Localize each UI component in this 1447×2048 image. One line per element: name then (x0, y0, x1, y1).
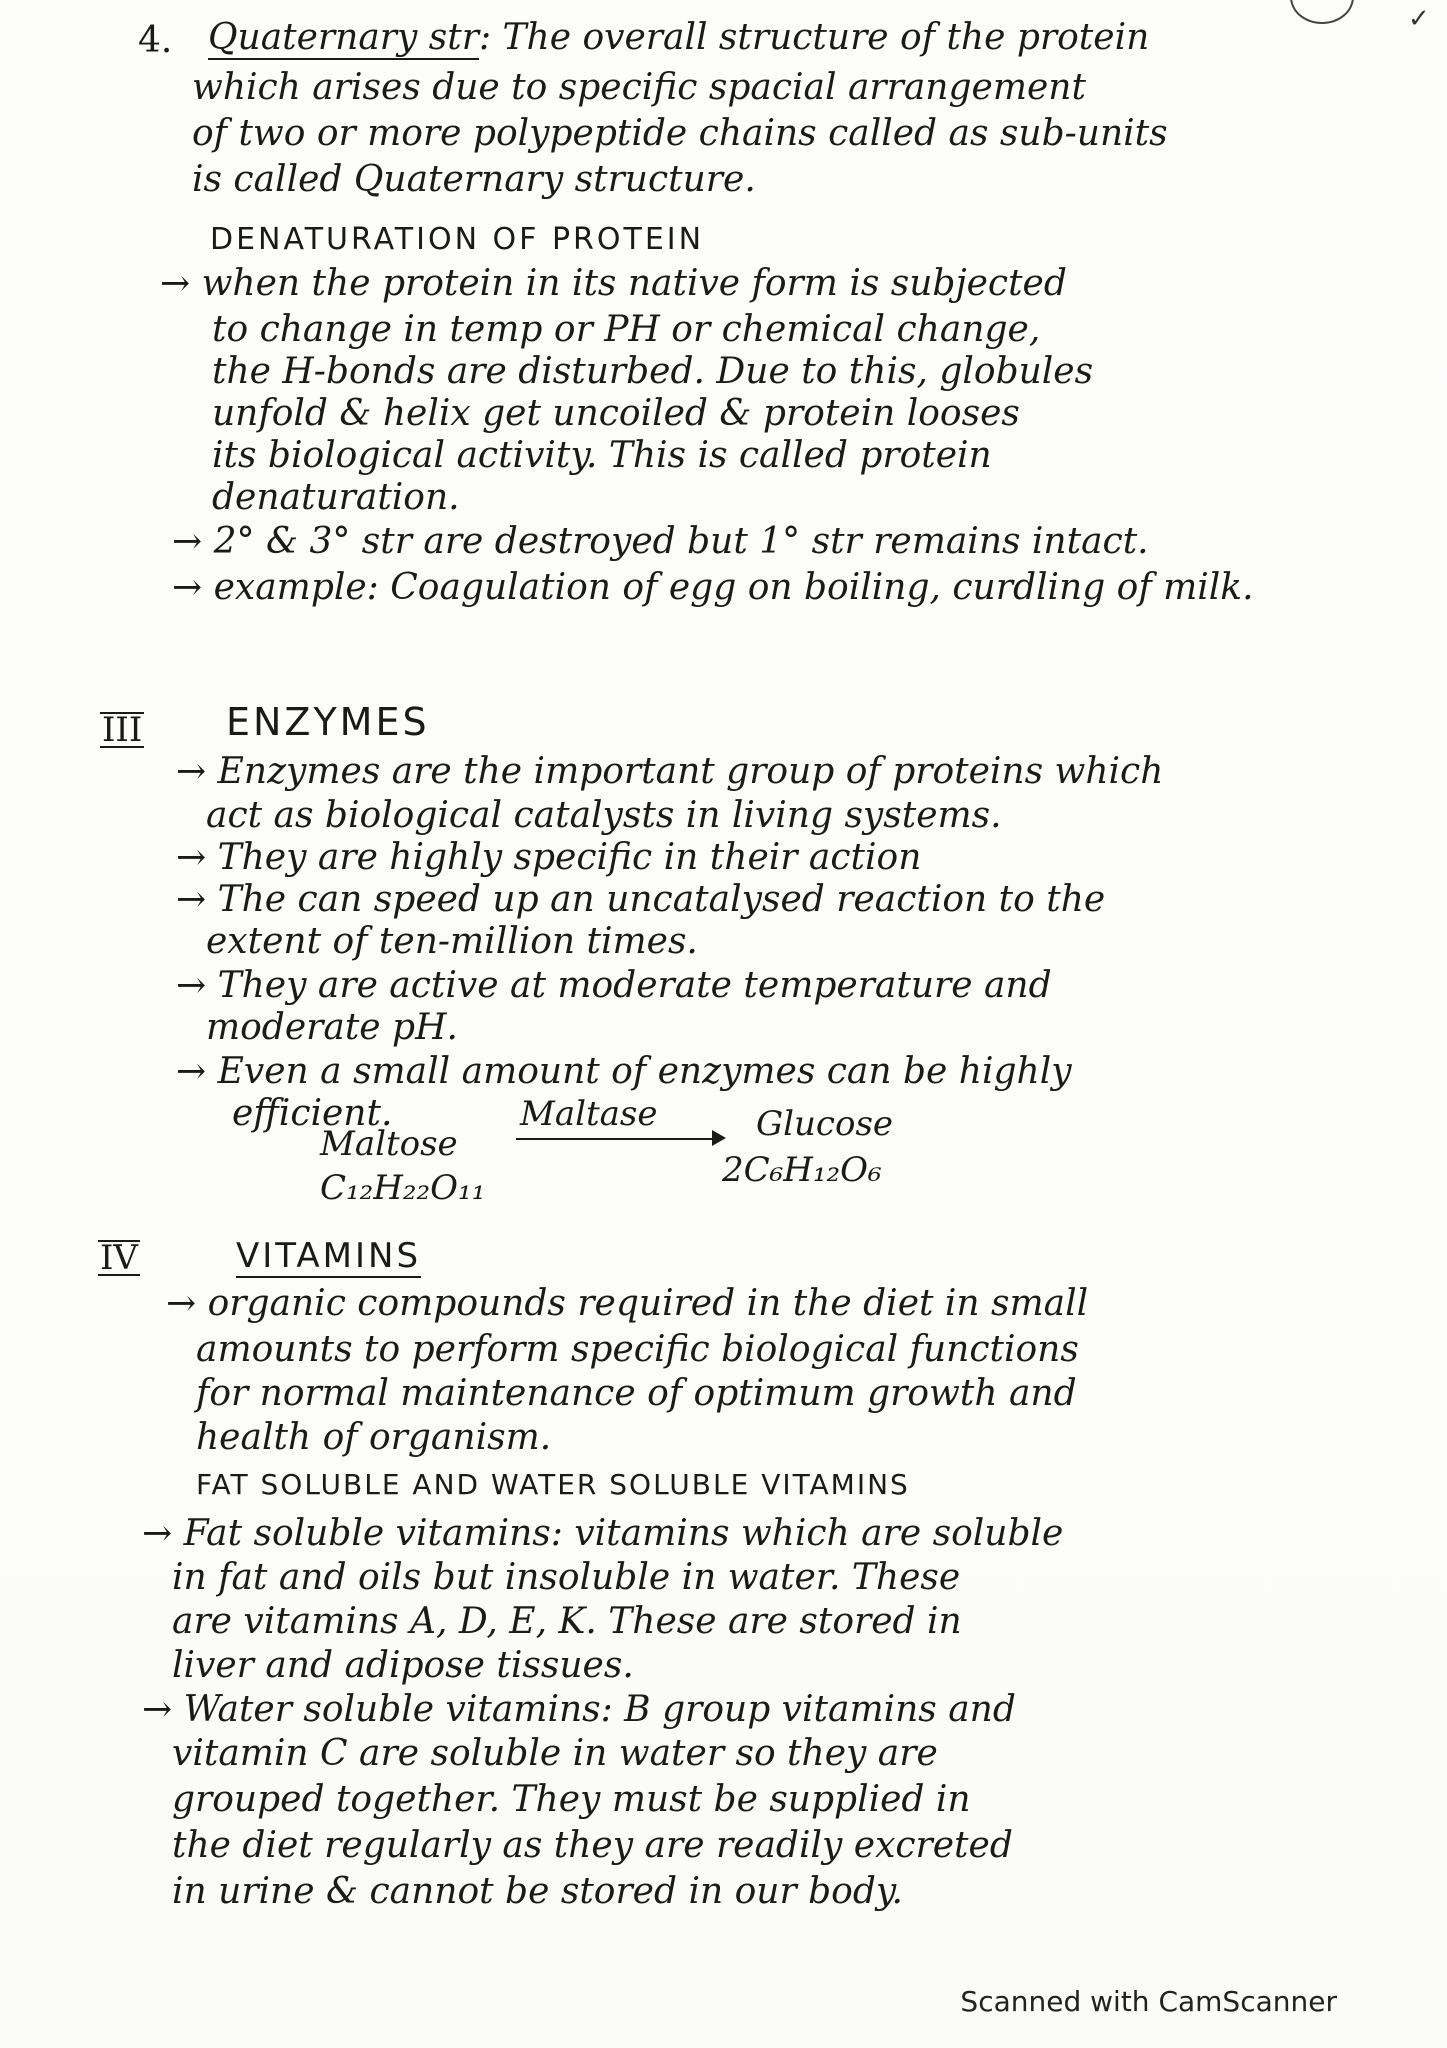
vitamins-sub-line-6: vitamin C are soluble in water so they are (172, 1733, 938, 1774)
denaturation-line-2: to change in temp or PH or chemical change, (212, 309, 1041, 350)
denaturation-line-6: denaturation. (212, 477, 460, 518)
reactant-formula: C₁₂H₂₂O₁₁ (320, 1168, 486, 1208)
quaternary-line-4: is called Quaternary structure. (192, 159, 756, 200)
enzymes-line-5: extent of ten-million times. (206, 921, 698, 962)
vitamins-sub-line-4: liver and adipose tissues. (172, 1645, 634, 1686)
reaction-arrow-head (712, 1130, 726, 1146)
quaternary-line-3: of two or more polypeptide chains called as sub-units (192, 113, 1168, 154)
denaturation-line-3: the H-bonds are disturbed. Due to this, globules (212, 351, 1094, 392)
denaturation-line-8: → example: Coagulation of egg on boiling, curdling of milk. (172, 567, 1254, 608)
section-numeral-iv: IV (100, 1238, 138, 1278)
vitamins-heading: VITAMINS (236, 1236, 422, 1276)
point-number: 4. (138, 20, 173, 61)
enzymes-line-1: → Enzymes are the important group of proteins which (176, 751, 1164, 792)
vitamins-line-3: for normal maintenance of optimum growth and (196, 1373, 1077, 1414)
vitamins-sub-line-2: in fat and oils but insoluble in water. These (172, 1557, 961, 1598)
reaction-arrow (516, 1138, 716, 1140)
reaction-product: Glucose (756, 1104, 894, 1144)
vitamins-line-4: health of organism. (196, 1417, 552, 1458)
enzymes-line-2: act as biological catalysts in living systems. (206, 795, 1002, 836)
enzymes-line-4: → The can speed up an uncatalysed reaction to the (176, 879, 1106, 920)
denaturation-heading: DENATURATION OF PROTEIN (210, 222, 705, 257)
corner-tick-mark: ✓ (1408, 4, 1430, 34)
vitamins-sub-line-9: in urine & cannot be stored in our body. (172, 1871, 903, 1912)
enzymes-line-3: → They are highly specific in their action (176, 837, 922, 878)
reaction-reactant: Maltose (320, 1124, 458, 1164)
corner-circle-mark (1290, 0, 1354, 24)
enzymes-line-6: → They are active at moderate temperature and (176, 965, 1052, 1006)
vitamins-subheading: FAT SOLUBLE AND WATER SOLUBLE VITAMINS (196, 1468, 910, 1501)
scanner-watermark: Scanned with CamScanner (960, 1985, 1337, 2018)
vitamins-sub-line-8: the diet regularly as they are readily excreted (172, 1825, 1013, 1866)
enzymes-line-8: → Even a small amount of enzymes can be highly (176, 1051, 1072, 1092)
vitamins-line-2: amounts to perform specific biological functions (196, 1329, 1079, 1370)
denaturation-line-5: its biological activity. This is called protein (212, 435, 992, 476)
vitamins-sub-line-1: → Fat soluble vitamins: vitamins which are soluble (142, 1513, 1064, 1554)
quaternary-line-2: which arises due to specific spacial arrangement (192, 67, 1086, 108)
denaturation-line-7: → 2° & 3° str are destroyed but 1° str remains intact. (172, 521, 1149, 562)
enzymes-line-9: efficient. (232, 1093, 393, 1134)
quaternary-title: Quaternary str: The overall structure of the protein (208, 17, 1150, 58)
denaturation-line-4: unfold & helix get uncoiled & protein looses (212, 393, 1020, 434)
denaturation-line-1: → when the protein in its native form is subjected (160, 263, 1067, 304)
vitamins-sub-line-5: → Water soluble vitamins: B group vitamins and (142, 1689, 1016, 1730)
vitamins-sub-line-3: are vitamins A, D, E, K. These are stored in (172, 1601, 962, 1642)
vitamins-sub-line-7: grouped together. They must be supplied in (172, 1779, 971, 1820)
reaction-enzyme-label: Maltase (520, 1094, 658, 1134)
section-numeral-iii: III (102, 710, 143, 750)
product-formula: 2C₆H₁₂O₆ (722, 1150, 882, 1190)
enzymes-line-7: moderate pH. (206, 1007, 458, 1048)
vitamins-line-1: → organic compounds required in the diet in small (166, 1283, 1089, 1324)
enzymes-heading: ENZYMES (226, 700, 430, 744)
